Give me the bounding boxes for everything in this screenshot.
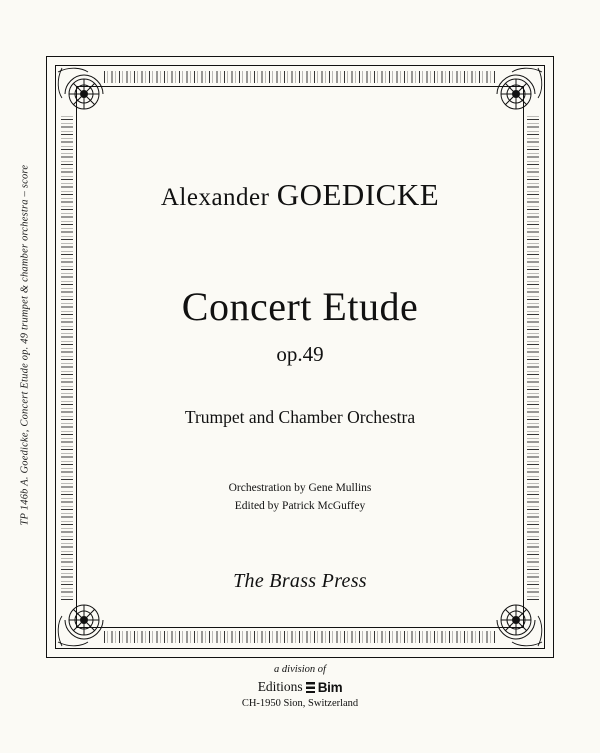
- publisher-address: CH-1950 Sion, Switzerland: [241, 698, 359, 709]
- composer-line: [76, 178, 524, 212]
- spine-label: [0, 0, 40, 753]
- orchestration-credit: Orchestration by Gene Mullins: [228, 482, 372, 495]
- publisher-name: Bim: [317, 679, 343, 695]
- title-block: [76, 92, 524, 622]
- spine-text: TP 146b A. Goedicke, Concert Etude op. 49 trumpet & chamber orchestra – score: [19, 164, 31, 526]
- publisher-logo: [0, 679, 600, 695]
- composer-family-name: GOEDICKE: [276, 177, 440, 212]
- vine-ornament-right: [527, 114, 539, 600]
- vine-ornament-top: [104, 71, 496, 83]
- imprint-name: The Brass Press: [233, 569, 367, 592]
- editor-credit: Edited by Patrick McGuffey: [234, 499, 366, 512]
- vine-ornament-left: [61, 114, 73, 600]
- division-line: a division of: [274, 664, 326, 675]
- publisher-footer: [0, 664, 600, 709]
- bim-mark-icon: [306, 682, 315, 693]
- composer-given-name: Alexander: [160, 184, 270, 211]
- opus-number: op.49: [276, 342, 324, 367]
- instrumentation-line: Trumpet and Chamber Orchestra: [184, 407, 416, 428]
- vine-ornament-bottom: [104, 631, 496, 643]
- publisher-word: Editions: [257, 679, 303, 694]
- work-title: Concert Etude: [181, 284, 419, 330]
- credits-block: [76, 480, 524, 516]
